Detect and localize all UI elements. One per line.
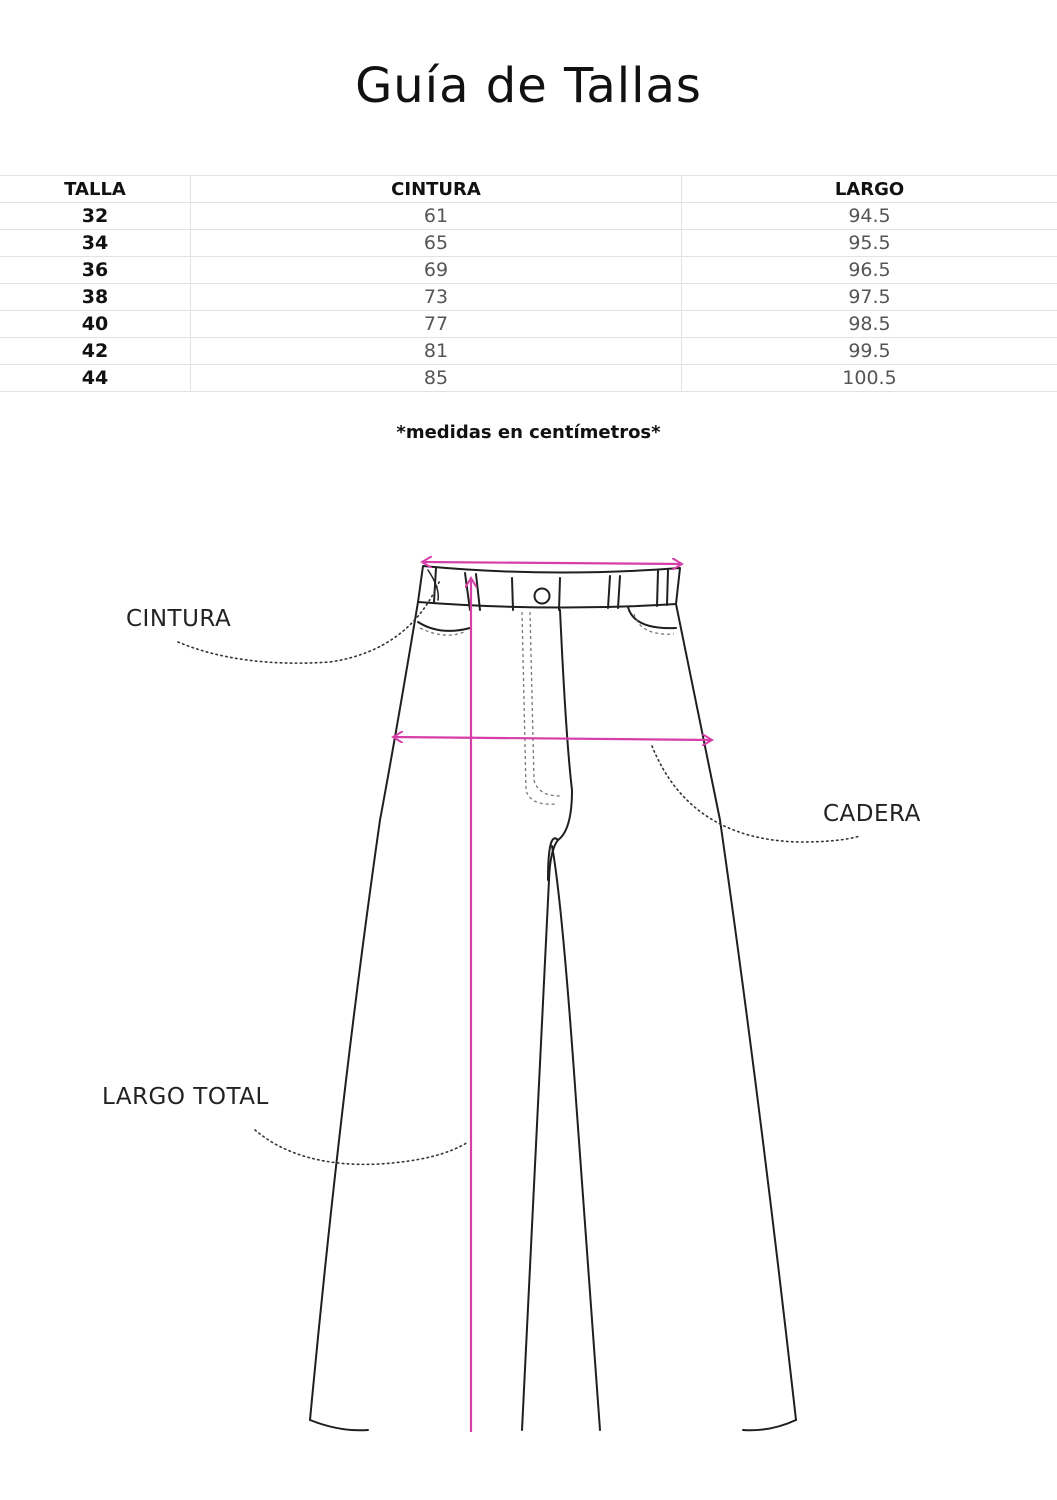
cell-cintura: 73: [191, 284, 682, 311]
pants-outline: [310, 566, 796, 1430]
units-note: *medidas en centímetros*: [396, 422, 661, 443]
header-largo: LARGO: [682, 176, 1057, 203]
header-cintura: CINTURA: [191, 176, 682, 203]
measure-lines: [393, 562, 712, 1432]
cell-talla: 36: [0, 257, 191, 284]
hip-measure-line: [393, 737, 712, 740]
cell-cintura: 85: [191, 365, 682, 392]
cell-cintura: 77: [191, 311, 682, 338]
stitching: [420, 612, 674, 804]
cell-cintura: 81: [191, 338, 682, 365]
cell-largo: 94.5: [682, 203, 1057, 230]
cell-largo: 97.5: [682, 284, 1057, 311]
cell-cintura: 61: [191, 203, 682, 230]
label-largo-total: LARGO TOTAL: [102, 1084, 269, 1110]
cell-talla: 34: [0, 230, 191, 257]
label-cintura: CINTURA: [126, 606, 232, 632]
cell-talla: 42: [0, 338, 191, 365]
page-title: Guía de Tallas: [355, 58, 702, 114]
cell-talla: 44: [0, 365, 191, 392]
cell-largo: 99.5: [682, 338, 1057, 365]
cell-largo: 95.5: [682, 230, 1057, 257]
cell-talla: 32: [0, 203, 191, 230]
cell-talla: 38: [0, 284, 191, 311]
button-icon: [535, 589, 550, 604]
header-talla: TALLA: [0, 176, 191, 203]
cell-talla: 40: [0, 311, 191, 338]
cell-cintura: 69: [191, 257, 682, 284]
label-cadera: CADERA: [823, 801, 921, 827]
cell-cintura: 65: [191, 230, 682, 257]
cell-largo: 96.5: [682, 257, 1057, 284]
leader-lines: [178, 580, 860, 1164]
cell-largo: 98.5: [682, 311, 1057, 338]
waist-measure-line: [422, 562, 682, 564]
cell-largo: 100.5: [682, 365, 1057, 392]
